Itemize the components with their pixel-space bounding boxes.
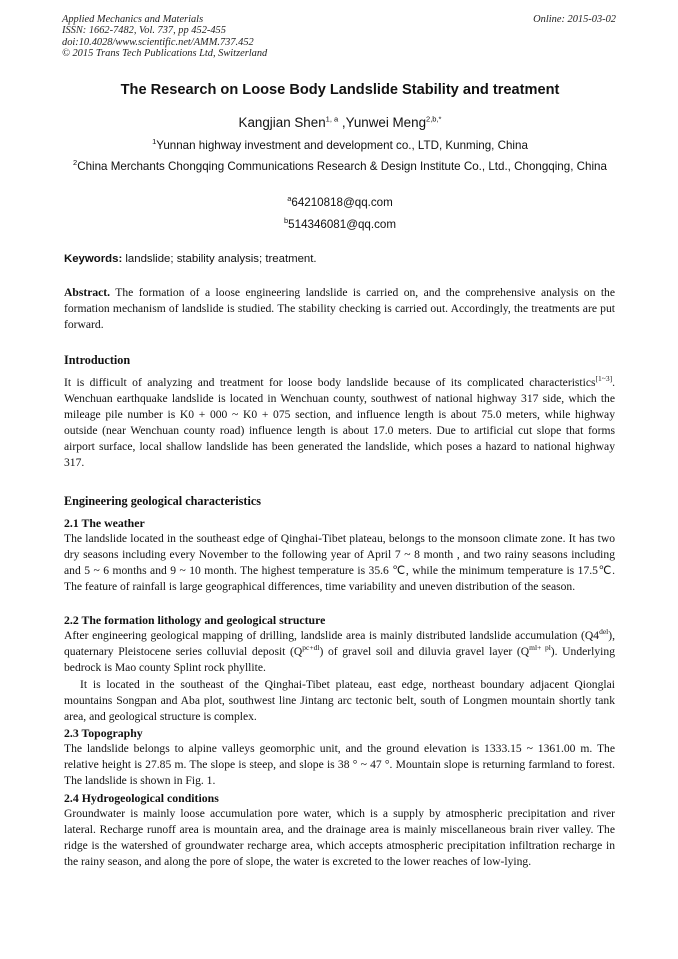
section-2-4-text: Groundwater is mainly loose accumulation pore water, which is a supply by atmospheric precipitation and river lateral. Recharge runoff area is mountain area, and the drainage area is mainly miscellaneous brain river valley. The ridge is the watershed of groundwater recharge area, which accepts atmospheric precipitation infiltration recharge in the rainy season, and along the pore of slope, the water is excreted to the lower reaches of low-lying. (64, 807, 615, 869)
introduction-heading: Introduction (64, 353, 131, 367)
s22-sup-3: ml+ pl (529, 643, 551, 653)
affiliation-1-sup: 1 (152, 137, 157, 147)
abstract-label: Abstract. (64, 286, 111, 299)
online-date: Online: 2015-03-02 (533, 14, 616, 25)
section-2-2-heading: 2.2 The formation lithology and geological structure (64, 613, 326, 627)
s22-sup-1: del (599, 627, 609, 637)
email-2-text: 514346081@qq.com (288, 218, 396, 231)
abstract (64, 285, 615, 333)
paper-title: The Research on Loose Body Landslide Stability and treatment (120, 82, 560, 98)
author-line (40, 115, 640, 130)
affiliation-2 (62, 159, 618, 175)
journal-issn: ISSN: 1662-7482, Vol. 737, pp 452-455 (62, 25, 226, 37)
introduction-paragraph (64, 375, 615, 472)
s22-text-a: After engineering geological mapping of drilling, landslide area is mainly distributed landslide accumulation (Q4 (64, 629, 600, 642)
s22-text-c: ) of gravel soil and diluvia gravel layer (Q (319, 645, 530, 659)
section-2-4-heading: 2.4 Hydrogeological conditions (64, 791, 219, 805)
section-2-3-text: The landslide belongs to alpine valleys geomorphic unit, and the ground elevation is 1333.15 ~ 1361.00 m. The relative height is 27.85 m. The slope is steep, and slope is 38 ° ~ 47 °. Mountain slope is returning farmland to forest. The landslide is shown in Fig. 1. (64, 742, 615, 788)
section-2-1-heading: 2.1 The weather (64, 516, 145, 530)
section-2-2-paragraph-2: It is located in the southeast of the Qinghai-Tibet plateau, east edge, northeast boundary adjacent Qionglai mountains Songpan and Aba plot, southwest line Jintang arc tectonic belt, south of Longmen mountain shortly tank area, and geological structure is complex. (64, 678, 615, 724)
intro-citation: [1~3] (595, 374, 613, 384)
email-1-text: 64210818@qq.com (291, 196, 393, 209)
s22-sup-2: pc+dl (302, 643, 320, 653)
s22-text-b: ), quaternary Pleistocene series colluvial deposit (Q (64, 629, 615, 659)
journal-name: Applied Mechanics and Materials (62, 14, 204, 25)
abstract-text: The formation of a loose engineering landslide is carried on, and the comprehensive analysis on the formation mechanism of landslide is studied. The stability checking is carried out. Accordingly, the treatments are put forward. (64, 286, 615, 332)
email-2-sup: b (284, 216, 289, 226)
journal-info (62, 14, 267, 60)
author-separator: , (338, 115, 346, 130)
section-2-1-text: The landslide located in the southeast edge of Qinghai-Tibet plateau, belongs to the monsoon climate zone. It has two dry seasons including every November to the following year of April 7 ~ 8 month , and two rainy seasons including and 5 ~ 6 months and 9 ~ 10 month. The highest temperature is 35.6 ℃, while the minimum temperature is 17.5℃. The feature of rainfall is large geographical differences, time variability and uneven distribution of the season. (64, 532, 615, 594)
journal-copyright: © 2015 Trans Tech Publications Ltd, Switzerland (62, 48, 268, 60)
engineering-heading: Engineering geological characteristics (64, 494, 261, 508)
author-2: Yunwei Meng (345, 115, 427, 130)
email-1 (62, 195, 618, 211)
affiliation-2-sup: 2 (73, 158, 78, 168)
intro-text-a: It is difficult of analyzing and treatment for loose body landslide because of its complicated characteristics (64, 376, 596, 389)
s22-text-d: ). Underlying bedrock is Mao county Splint rock phyllite. (64, 645, 615, 675)
email-1-sup: a (287, 194, 292, 204)
author-1: Kangjian Shen (238, 115, 326, 130)
keywords (64, 253, 317, 265)
section-2-3-heading: 2.3 Topography (64, 726, 143, 740)
section-2-2-paragraph-1 (64, 628, 615, 676)
keywords-text: landslide; stability analysis; treatment. (122, 253, 317, 265)
journal-doi: doi:10.4028/www.scientific.net/AMM.737.452 (62, 36, 254, 48)
intro-text-b: . Wenchuan earthquake landslide is located in Wenchuan county, southwest of national highway 317 side, which the mileage pile number is K0 + 000 ~ K0 + 075 section, and influence length is about 75.0 meters, while highway outside (near Wenchuan county road) influence length is about 17.0 meters. Due to artificial cut slope that forms airport surface, local shallow landslide has been generated the landslide, which poses a hazard to national highway 317. (64, 376, 615, 470)
email-2 (62, 217, 618, 233)
affiliation-1-text: Yunnan highway investment and development co., LTD, Kunming, China (156, 139, 528, 152)
author-2-sup: 2,b,* (426, 114, 442, 124)
keywords-label: Keywords: (64, 253, 123, 265)
affiliation-1 (62, 138, 618, 154)
affiliation-2-text: China Merchants Chongqing Communications Research & Design Institute Co., Ltd., Chongqing, China (77, 160, 607, 173)
author-1-sup: 1, a (325, 114, 339, 124)
